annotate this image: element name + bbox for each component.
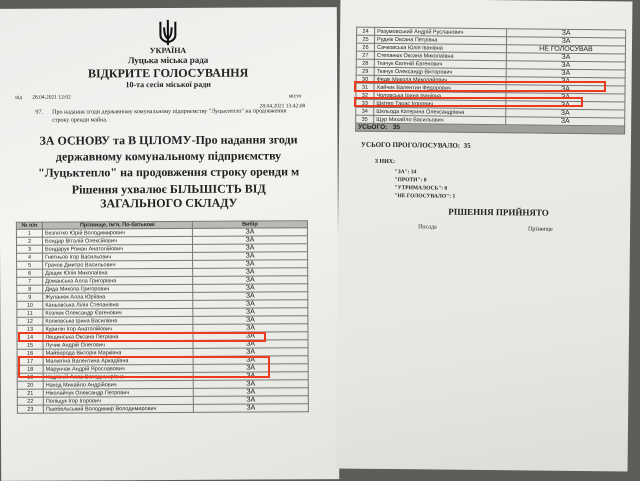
row-number: 24 (357, 27, 375, 35)
member-name: Сачковська Юлія Іванівна (374, 43, 506, 52)
member-name: Надточій Алла Володимирівна (43, 373, 193, 382)
vote-choice: ЗА (193, 332, 308, 341)
vote-choice: ЗА (193, 364, 308, 373)
vote-choice: ЗА (506, 93, 625, 102)
country: УКРАЇНА (149, 45, 187, 56)
row-number: 3 (17, 245, 43, 253)
count-value: 0 (423, 177, 427, 184)
row-number: 31 (356, 83, 374, 91)
row-number: 26 (356, 43, 374, 51)
member-name: Шкльода Катерина Олександрівна (374, 107, 506, 116)
count-value: 34 (410, 169, 417, 176)
row-number: 15 (17, 341, 43, 349)
vote-choice: ЗА (193, 260, 308, 269)
row-number: 9 (17, 293, 43, 301)
member-name: Колковська Ірина Василівна (43, 317, 193, 326)
highlight-box (354, 97, 583, 107)
doc-title: ВІДКРИТЕ ГОЛОСУВАННЯ (87, 65, 249, 81)
trident-emblem-icon (157, 18, 179, 46)
item-number: 97. (35, 109, 43, 116)
row-number: 22 (17, 397, 43, 405)
member-name: Щур Михайло Васильович (374, 115, 506, 124)
vote-choice: НЕ ГОЛОСУВАВ (506, 45, 625, 54)
total-value: 35 (392, 124, 401, 132)
vote-choice: ЗА (506, 77, 625, 86)
council-name: Луцька міська рада (127, 54, 209, 66)
vote-choice: ЗА (506, 117, 625, 126)
voted-label: УСЬОГО ПРОГОЛОСУВАЛО: (360, 140, 461, 150)
row-number: 11 (17, 309, 43, 317)
member-name: Майборода Вікторія Марківна (43, 349, 193, 358)
row-number: 28 (356, 59, 374, 67)
member-name: Наход Михайло Андрійович (43, 381, 193, 390)
vote-choice: ЗА (506, 109, 625, 118)
member-name: Ткачук Олександр Вікторович (374, 67, 506, 76)
member-name: Ніколайчук Олександр Петрович (43, 389, 193, 398)
date-label: від (15, 94, 23, 101)
row-number: 20 (17, 381, 43, 389)
votes-table-left (16, 220, 309, 414)
result: РІШЕННЯ ПРИЙНЯТО (448, 206, 549, 218)
row-number: 21 (17, 389, 43, 397)
date: 28.04.2021 12:02 (32, 94, 71, 101)
vote-choice: ЗА (193, 276, 308, 285)
row-number: 35 (356, 115, 374, 123)
row-number: 2 (16, 237, 42, 245)
member-name: Гнетньов Ігор Васильович (43, 253, 193, 262)
of-them: З НИХ: (374, 158, 396, 166)
item-text: Про надання згоди державному комунальному підприємству "Луцьктепло" на продовження строку оренди майна. (52, 108, 287, 124)
member-name: Пшебельський Володимир Володимирович (43, 405, 193, 414)
row-number: 29 (356, 67, 374, 75)
vote-choice: ЗА (193, 268, 308, 277)
left-page (0, 7, 339, 481)
col-name: Прізвище, Ім'я, По-батькові (42, 221, 192, 229)
member-name: Безпятко Юрій Володимирович (42, 229, 192, 238)
highlight-box (18, 356, 270, 378)
row-number: 16 (17, 349, 43, 357)
vote-choice: ЗА (193, 372, 308, 381)
row-number: 17 (17, 357, 43, 365)
member-name: Руднік Оксана Петрівна (375, 35, 507, 44)
row-number: 4 (17, 253, 43, 261)
counts-list (394, 168, 455, 201)
highlight-box (18, 332, 266, 342)
member-name: Марунчак Андрій Ярославович (43, 365, 193, 374)
voted-total (361, 141, 471, 150)
highlight-box (354, 81, 606, 92)
row-number: 25 (357, 35, 375, 43)
row-number: 6 (17, 269, 43, 277)
vote-choice: ЗА (506, 85, 625, 94)
member-name: Степанюк Оксана Миколаївна (374, 51, 506, 60)
row-number: 23 (17, 405, 43, 413)
count-item (394, 192, 455, 201)
member-name: Дида Микола Григорович (43, 285, 193, 294)
col-vote: Вибір (192, 221, 307, 229)
member-name: Бондар Віталій Олексійович (42, 237, 192, 246)
vote-choice: ЗА (506, 101, 625, 110)
member-name: Каньовська Лілія Степанівна (43, 301, 193, 310)
member-name: Доманська Алла Григорівна (43, 277, 193, 286)
member-name: Жуланюк Алла Юріївна (43, 293, 193, 302)
member-name: Дащик Юлія Миколаївна (43, 269, 193, 278)
member-name: Лещинська Оксана Петрівна (43, 333, 193, 342)
row-number: 10 (17, 301, 43, 309)
member-name: Хайчик Валентин Федорович (374, 83, 506, 92)
row-number: 33 (356, 99, 374, 107)
row-number: 27 (356, 51, 374, 59)
row-number: 7 (17, 277, 43, 285)
total-label: УСЬОГО: (358, 123, 388, 131)
vote-choice: ЗА (192, 228, 307, 237)
member-name: Поліщук Ігор Ігорович (43, 397, 193, 406)
vote-choice: ЗА (193, 252, 308, 261)
vote-choice: ЗА (193, 316, 308, 325)
member-name: Ткачук Євгеній Євгенович (374, 59, 506, 68)
place: місто (288, 93, 302, 100)
member-name: Грачов Дмитро Васильович (43, 261, 193, 270)
vote-choice: ЗА (507, 29, 626, 38)
count-label: "ПРОТИ": (394, 177, 423, 184)
col-number: № п/п (16, 222, 42, 229)
member-name: Чоловська Ірина Іванівна (374, 91, 506, 100)
right-page (336, 0, 633, 472)
vote-choice: ЗА (193, 348, 308, 357)
vote-choice: ЗА (193, 340, 308, 349)
headline: ЗА ОСНОВУ та В ЦІЛОМУ-Про надання згоди державному комунальному підприємству "Луцьктепло" на продовження строку оренди м (38, 132, 300, 180)
vote-choice: ЗА (193, 244, 308, 253)
timestamp: 28.04.2021 13:42:08 (259, 103, 306, 110)
row-number: 34 (356, 107, 374, 115)
position-label: Посада (418, 224, 437, 231)
member-name: Курилін Ігор Анатолійович (43, 325, 193, 334)
count-value: 1 (452, 193, 456, 200)
vote-choice: ЗА (193, 308, 308, 317)
row-number: 1 (16, 229, 42, 237)
vote-choice: ЗА (193, 380, 308, 389)
count-label: "НЕ ГОЛОСУВАЛО": (394, 193, 452, 200)
table-row (17, 404, 308, 414)
member-name: Разумовський Андрій Русланович (375, 27, 507, 36)
member-name: Лучик Андрій Олегович (43, 341, 193, 350)
count-label: "УТРИМАЛОСЬ": (394, 185, 444, 192)
vote-choice: ЗА (193, 404, 308, 413)
row-number: 14 (17, 333, 43, 341)
row-number: 5 (17, 261, 43, 269)
vote-choice: ЗА (193, 284, 308, 293)
session: 10-та сесія міської ради (125, 79, 211, 90)
total-row (356, 123, 625, 134)
vote-choice: ЗА (506, 37, 625, 46)
row-number: 19 (17, 373, 43, 381)
row-number: 18 (17, 365, 43, 373)
vote-choice: ЗА (193, 292, 308, 301)
member-name: Шкітер Тарас Ігорович (374, 99, 506, 108)
vote-choice: ЗА (192, 236, 307, 245)
row-number: 8 (17, 285, 43, 293)
voted-value: 35 (463, 141, 471, 150)
member-name: Бондарук Роман Анатолійович (43, 245, 193, 254)
member-name: Козлюк Олександр Євгенович (43, 309, 193, 318)
vote-choice: ЗА (506, 61, 625, 70)
vote-choice: ЗА (193, 300, 308, 309)
vote-choice: ЗА (193, 388, 308, 397)
vote-choice: ЗА (193, 324, 308, 333)
member-name: Малютіна Валентина Аркадіївна (43, 357, 193, 366)
row-number: 13 (17, 325, 43, 333)
row-number: 12 (17, 317, 43, 325)
surname-label: Прізвище (528, 226, 553, 233)
decision: Рішення ухвалює БІЛЬШІСТЬ ВІД ЗАГАЛЬНОГО СКЛАДУ (71, 181, 266, 211)
vote-choice: ЗА (506, 69, 625, 78)
row-number: 32 (356, 91, 374, 99)
vote-choice: ЗА (506, 53, 625, 62)
vote-choice: ЗА (193, 356, 308, 365)
count-label: "ЗА": (394, 169, 410, 176)
vote-choice: ЗА (193, 396, 308, 405)
row-number: 30 (356, 75, 374, 83)
count-value: 0 (444, 185, 448, 192)
member-name: Федік Микола Миколайович (374, 75, 506, 84)
